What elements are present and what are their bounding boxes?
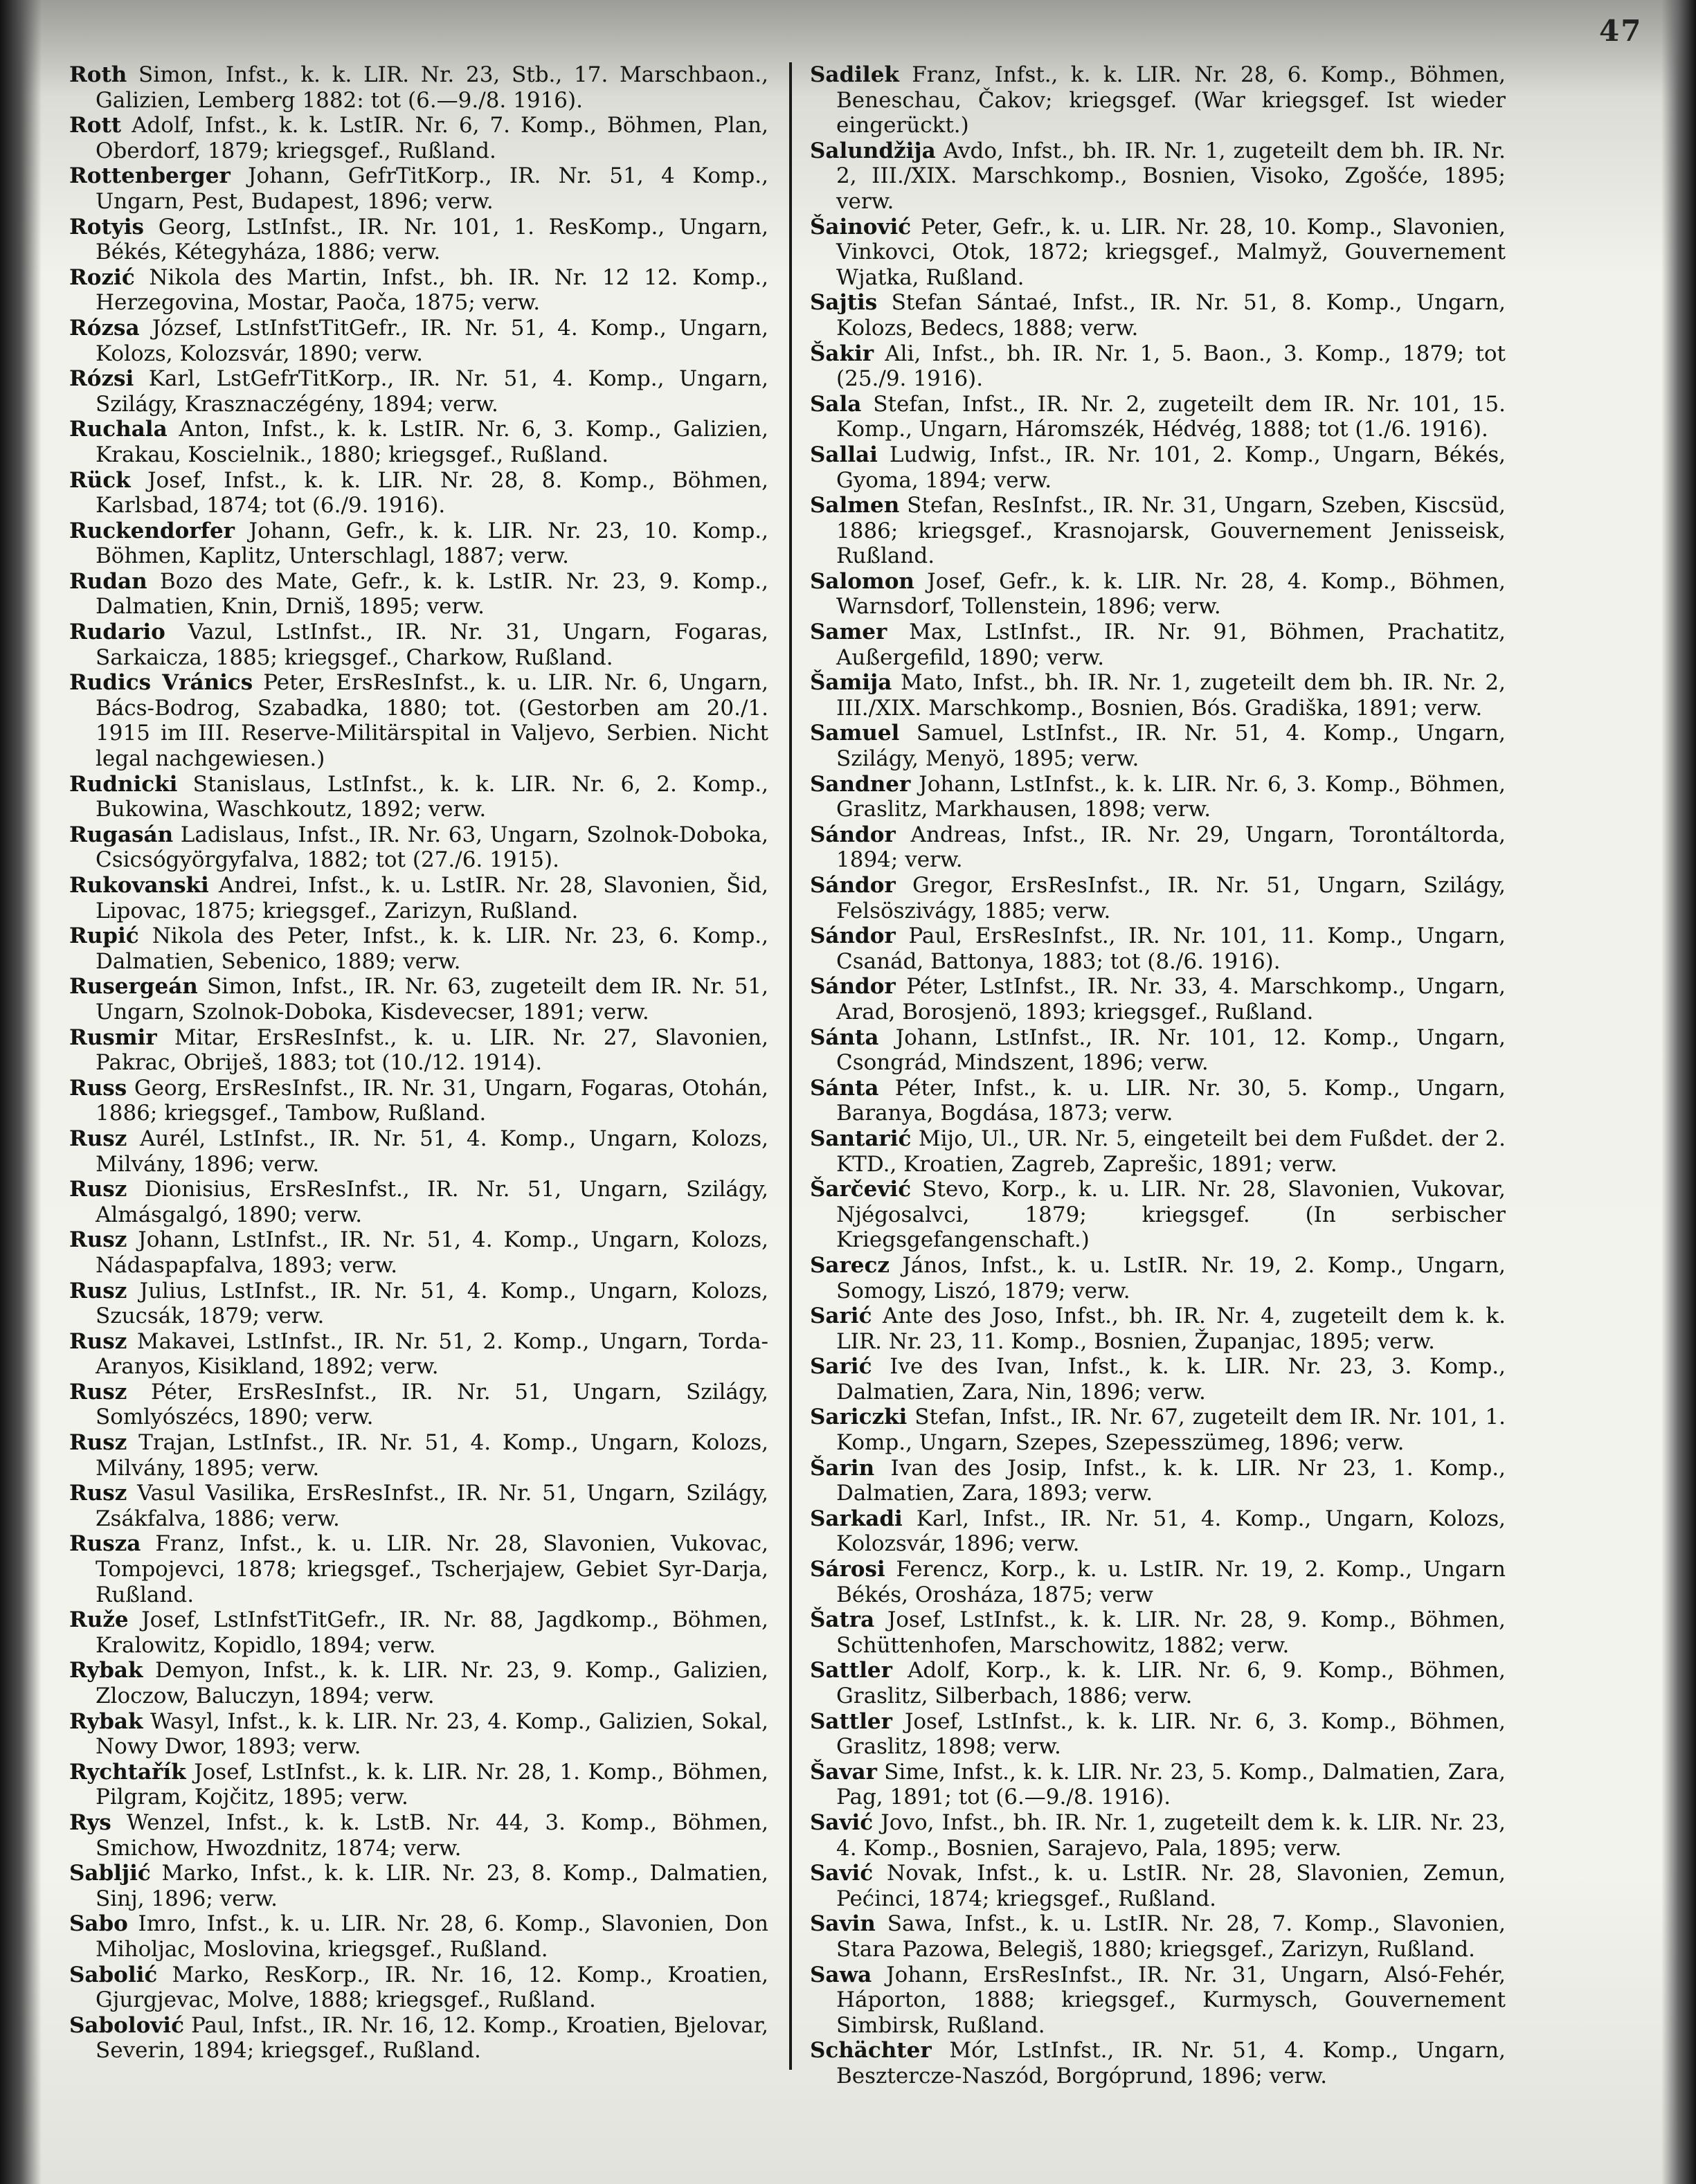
entry-details: Josef, Gefr., k. k. LIR. Nr. 28, 4. Komp., Böhmen, Warnsdorf, Tollenstein, 1896; verw. [836,568,1506,620]
entry-details: Sawa, Infst., k. u. LstIR. Nr. 28, 7. Komp., Slavonien, Stara Pazowa, Belegiš, 1880; kriegsgef., Zarizyn, Rußland. [836,1911,1506,1962]
entry-surname: Rusz [69,1379,127,1405]
entry-details: Josef, LstInfst., k. k. LIR. Nr. 6, 3. Komp., Böhmen, Graslitz, 1898; verw. [836,1708,1506,1760]
entry-details: Makavei, LstInfst., IR. Nr. 51, 2. Komp., Ungarn, Torda-Aranyos, Kisikland, 1892; verw. [96,1328,768,1380]
entry-surname: Sarecz [810,1252,890,1278]
entry-details: Marko, ResKorp., IR. Nr. 16, 12. Komp., Kroatien, Gjurgjevac, Molve, 1888; kriegsgef., Rußland. [96,1962,768,2013]
register-entry [810,569,1506,620]
register-entry [69,1329,768,1380]
entry-surname: Rudnicki [69,771,178,797]
register-entry [810,1861,1506,1911]
entry-details: Aurél, LstInfst., IR. Nr. 51, 4. Komp., Ungarn, Kolozs, Milvány, 1896; verw. [96,1126,768,1177]
entry-details: Bozo des Mate, Gefr., k. k. LstIR. Nr. 23, 9. Komp., Dalmatien, Knin, Drniš, 1895; verw. [96,568,768,620]
register-entry [69,2013,768,2064]
entry-surname: Rusz [69,1328,127,1354]
entry-details: Josef, LstInfst., k. k. LIR. Nr. 28, 9. Komp., Böhmen, Schüttenhofen, Marschowitz, 1882; verw. [836,1607,1506,1658]
register-entry [810,670,1506,721]
register-entry [69,620,768,670]
entry-details: Georg, ErsResInfst., IR. Nr. 31, Ungarn, Fogaras, Otohán, 1886; kriegsgef., Tambow, Rußland. [96,1075,768,1126]
entry-surname: Sala [810,391,862,417]
register-entry [810,1962,1506,2039]
entry-details: Gregor, ErsResInfst., IR. Nr. 51, Ungarn, Szilágy, Felsöszivágy, 1885; verw. [836,873,1506,923]
entry-surname: Sawa [810,1962,872,1987]
register-entry [810,772,1506,822]
register-entry [810,1126,1506,1177]
entry-details: Ladislaus, Infst., IR. Nr. 63, Ungarn, Szolnok-Doboka, Csicsógyörgyfalva, 1882; tot (27./6. 1915). [96,822,768,873]
entry-surname: Sándor [810,923,896,949]
entry-details: Samuel, LstInfst., IR. Nr. 51, 4. Komp., Ungarn, Szilágy, Menyö, 1895; verw. [836,721,1506,772]
entry-details: Paul, Infst., IR. Nr. 16, 12. Komp., Kroatien, Bjelovar, Severin, 1894; kriegsgef., Rußland. [96,2012,768,2064]
entry-surname: Savin [810,1911,876,1937]
entry-details: Johann, Gefr., k. k. LIR. Nr. 23, 10. Komp., Böhmen, Kaplitz, Unterschlagl, 1887; verw. [96,518,768,569]
register-entry [69,1430,768,1481]
entry-surname: Sabolović [69,2012,184,2038]
entry-surname: Russ [69,1075,127,1101]
entry-details: Peter, Gefr., k. u. LIR. Nr. 28, 10. Komp., Slavonien, Vinkovci, Otok, 1872; kriegsgef., Malmyž, Gouvernement Wjatka, Rußland. [836,214,1506,290]
register-entry [69,163,768,214]
register-entry [810,1354,1506,1405]
entry-surname: Savić [810,1861,874,1886]
entry-surname: Rusz [69,1430,127,1456]
entry-surname: Ruže [69,1607,129,1633]
register-entry [69,1227,768,1278]
entry-details: Ali, Infst., bh. IR. Nr. 1, 5. Baon., 3. Komp., 1879; tot (25./9. 1916). [836,341,1506,392]
register-entry [810,721,1506,771]
entry-surname: Sárosi [810,1557,885,1582]
register-entry [69,569,768,620]
column-divider [789,62,792,2070]
register-entry [810,1607,1506,1658]
register-entry [69,366,768,417]
entry-surname: Rukovanski [69,873,209,898]
register-entry [810,923,1506,974]
entry-details: Johann, LstInfst., k. k. LIR. Nr. 6, 3. Komp., Böhmen, Graslitz, Markhausen, 1898; verw. [836,771,1506,822]
entry-details: Andreas, Infst., IR. Nr. 29, Ungarn, Torontáltorda, 1894; verw. [836,822,1506,873]
entry-surname: Šainović [810,214,912,240]
entry-surname: Santarić [810,1126,912,1151]
register-entry [810,2038,1506,2088]
entry-details: Péter, Infst., k. u. LIR. Nr. 30, 5. Komp., Ungarn, Baranya, Bogdása, 1873; verw. [836,1075,1506,1126]
entry-details: Ante des Joso, Infst., bh. IR. Nr. 4, zugeteilt dem k. k. LIR. Nr. 23, 11. Komp., Bosnien, Županjac, 1895; verw. [836,1303,1506,1354]
entry-surname: Samuel [810,721,900,746]
entry-details: Franz, Infst., k. k. LIR. Nr. 28, 6. Komp., Böhmen, Beneschau, Čakov; kriegsgef. (War kriegsgef. Ist wieder eingerückt.) [836,62,1506,138]
entry-surname: Sándor [810,974,896,1000]
entry-details: Ludwig, Infst., IR. Nr. 101, 2. Komp., Ungarn, Békés, Gyoma, 1894; verw. [836,442,1506,493]
page-number: 47 [1599,14,1643,48]
entry-surname: Šakir [810,341,874,366]
entry-surname: Rupić [69,923,139,949]
entry-details: Stefan Sántaé, Infst., IR. Nr. 51, 8. Komp., Ungarn, Kolozs, Bedecs, 1888; verw. [836,290,1506,341]
entry-details: Wenzel, Infst., k. k. LstB. Nr. 44, 3. Komp., Böhmen, Smichow, Hwozdnitz, 1874; verw. [96,1810,768,1861]
register-entry [810,1911,1506,1962]
entry-surname: Rychtařík [69,1759,186,1785]
register-entry [810,290,1506,341]
register-entry [69,1760,768,1810]
register-entry [810,620,1506,670]
entry-surname: Sallai [810,442,878,467]
entry-details: Simon, Infst., IR. Nr. 63, zugeteilt dem IR. Nr. 51, Ungarn, Szolnok-Doboka, Kisdevecser, 1891; verw. [96,974,768,1025]
register-entry [69,670,768,771]
entry-details: Josef, Infst., k. k. LIR. Nr. 28, 8. Komp., Böhmen, Karlsbad, 1874; tot (6./9. 1916). [96,467,768,518]
entry-details: Stefan, Infst., IR. Nr. 2, zugeteilt dem IR. Nr. 101, 15. Komp., Ungarn, Háromszék, Hédvég, 1888; tot (1./6. 1916). [836,391,1506,442]
entry-details: Sime, Infst., k. k. LIR. Nr. 23, 5. Komp., Dalmatien, Zara, Pag, 1891; tot (6.—9./8. 1916). [836,1759,1506,1810]
entry-surname: Rusz [69,1278,127,1303]
entry-details: Imro, Infst., k. u. LIR. Nr. 28, 6. Komp., Slavonien, Don Miholjac, Moslovina, kriegsgef., Rußland. [96,1911,768,1962]
register-entry [69,518,768,569]
register-entry [69,1076,768,1126]
register-entry [69,1962,768,2013]
entry-surname: Samer [810,620,887,645]
entry-details: Adolf, Infst., k. k. LstIR. Nr. 6, 7. Komp., Böhmen, Plan, Oberdorf, 1879; kriegsgef., Rußland. [96,113,768,163]
scan-shadow-left [0,0,42,2184]
register-entry [810,1709,1506,1760]
entry-details: Ive des Ivan, Infst., k. k. LIR. Nr. 23, 3. Komp., Dalmatien, Zara, Nin, 1896; verw. [836,1354,1506,1405]
register-entry [69,215,768,265]
entry-surname: Rusz [69,1227,127,1253]
entry-details: Adolf, Korp., k. k. LIR. Nr. 6, 9. Komp., Böhmen, Graslitz, Silberbach, 1886; verw. [836,1658,1506,1708]
register-entry [69,417,768,467]
entry-surname: Sánta [810,1025,879,1050]
register-entry [69,873,768,923]
entry-surname: Rybak [69,1658,143,1684]
entry-surname: Šarin [810,1455,875,1481]
register-entry [810,1810,1506,1861]
entry-surname: Sabljić [69,1861,151,1886]
entry-surname: Šavar [810,1759,877,1785]
entry-surname: Rott [69,113,122,138]
register-entry [69,468,768,518]
register-entry [69,1861,768,1911]
register-entry [810,1760,1506,1810]
entry-details: Johann, LstInfst., IR. Nr. 101, 12. Komp., Ungarn, Csongrád, Mindszent, 1896; verw. [836,1025,1506,1076]
entry-details: János, Infst., k. u. LstIR. Nr. 19, 2. Komp., Ungarn, Somogy, Liszó, 1879; verw. [836,1252,1506,1303]
entry-details: Stefan, ResInfst., IR. Nr. 31, Ungarn, Szeben, Kiscsüd, 1886; kriegsgef., Krasnojarsk, Gouvernement Jenisseisk, Rußland. [836,493,1506,569]
entry-surname: Rusmir [69,1025,157,1050]
entry-surname: Rotyis [69,214,145,240]
entry-details: Stefan, Infst., IR. Nr. 67, zugeteilt dem IR. Nr. 101, 1. Komp., Ungarn, Szepes, Szepesszümeg, 1896; verw. [836,1405,1506,1456]
register-entry [810,62,1506,138]
right-column [810,62,1506,2132]
entry-details: Stanislaus, LstInfst., k. k. LIR. Nr. 6, 2. Komp., Bukowina, Waschkoutz, 1892; verw. [96,771,768,822]
entry-details: Ivan des Josip, Infst., k. k. LIR. Nr 23, 1. Komp., Dalmatien, Zara, 1893; verw. [836,1455,1506,1506]
entry-surname: Rudario [69,620,165,645]
entry-details: Demyon, Infst., k. k. LIR. Nr. 23, 9. Komp., Galizien, Zloczow, Baluczyn, 1894; verw. [96,1658,768,1708]
register-entry [69,1531,768,1607]
entry-surname: Šatra [810,1607,875,1633]
entry-surname: Salmen [810,493,900,518]
register-entry [810,1557,1506,1607]
register-entry [810,1456,1506,1506]
entry-surname: Rusergeán [69,974,198,1000]
register-entry [810,493,1506,569]
entry-details: Franz, Infst., k. u. LIR. Nr. 28, Slavonien, Vukovac, Tompojevci, 1878; kriegsgef., Tscherjajew, Gebiet Syr-Darja, Rußland. [96,1531,768,1607]
entry-surname: Sajtis [810,290,878,316]
entry-details: Johann, GefrTitKorp., IR. Nr. 51, 4 Komp., Ungarn, Pest, Budapest, 1896; verw. [96,163,768,214]
entry-surname: Rusza [69,1531,141,1557]
register-entry [69,265,768,316]
entry-details: Novak, Infst., k. u. LstIR. Nr. 28, Slavonien, Zemun, Pećinci, 1874; kriegsgef., Rußland. [836,1861,1506,1911]
entry-details: Karl, Infst., IR. Nr. 51, 4. Komp., Ungarn, Kolozs, Kolozsvár, 1896; verw. [836,1506,1506,1557]
entry-surname: Rück [69,467,131,493]
entry-details: Karl, LstGefrTitKorp., IR. Nr. 51, 4. Komp., Ungarn, Szilágy, Krasznaczégény, 1894; verw. [96,366,768,417]
entry-details: Josef, LstInfst., k. k. LIR. Nr. 28, 1. Komp., Böhmen, Pilgram, Kojčitz, 1895; verw. [96,1759,768,1810]
register-entry [69,923,768,974]
entry-details: Max, LstInfst., IR. Nr. 91, Böhmen, Prachatitz, Außergefild, 1890; verw. [836,620,1506,670]
entry-surname: Rys [69,1810,111,1835]
entry-surname: Sarić [810,1303,872,1329]
register-entry [810,392,1506,442]
register-entry [69,1025,768,1076]
entry-surname: Sadilek [810,62,899,87]
register-entry [69,1810,768,1861]
entry-details: Georg, LstInfst., IR. Nr. 101, 1. ResKomp., Ungarn, Békés, Kétegyháza, 1886; verw. [96,214,768,265]
entry-surname: Sabolić [69,1962,158,1987]
entry-details: Nikola des Peter, Infst., k. k. LIR. Nr. 23, 6. Komp., Dalmatien, Sebenico, 1889; verw. [96,923,768,974]
entry-details: Vasul Vasilika, ErsResInfst., IR. Nr. 51, Ungarn, Szilágy, Zsákfalva, 1886; verw. [96,1481,768,1531]
register-entry [810,1506,1506,1557]
entry-details: Johann, ErsResInfst., IR. Nr. 31, Ungarn, Alsó-Fehér, Háporton, 1888; kriegsgef., Kurmysch, Gouvernement Simbirsk, Rußland. [836,1962,1506,2038]
entry-details: Avdo, Infst., bh. IR. Nr. 1, zugeteilt dem bh. IR. Nr. 2, III./XIX. Marschkomp., Bosnien, Visoko, Zgošće, 1895; verw. [836,138,1506,214]
entry-details: Mato, Infst., bh. IR. Nr. 1, zugeteilt dem bh. IR. Nr. 2, III./XIX. Marschkomp., Bosnien, Bós. Gradiška, 1891; verw. [836,670,1506,721]
register-entry [69,316,768,366]
entry-details: Johann, LstInfst., IR. Nr. 51, 4. Komp., Ungarn, Kolozs, Nádaspapfalva, 1893; verw. [96,1227,768,1278]
register-entry [69,1126,768,1177]
entry-surname: Šamija [810,670,892,696]
register-entry [810,1177,1506,1253]
register-entry [69,1911,768,1962]
entry-details: Josef, LstInfstTitGefr., IR. Nr. 88, Jagdkomp., Böhmen, Kralowitz, Kopidlo, 1894; verw. [96,1607,768,1658]
entry-surname: Rudics Vránics [69,670,253,696]
register-entry [69,1279,768,1329]
register-entry [69,62,768,113]
entry-surname: Sandner [810,771,911,797]
entry-details: Péter, LstInfst., IR. Nr. 33, 4. Marschkomp., Ungarn, Arad, Borosjenö, 1893; kriegsgef., Rußland. [836,974,1506,1025]
entry-details: József, LstInfstTitGefr., IR. Nr. 51, 4. Komp., Ungarn, Kolozs, Kolozsvár, 1890; verw. [96,315,768,366]
register-entry [69,1658,768,1708]
entry-surname: Savić [810,1810,874,1835]
register-entry [810,974,1506,1025]
entry-surname: Šarčević [810,1177,912,1202]
entry-details: Peter, ErsResInfst., k. u. LIR. Nr. 6, Ungarn, Bács-Bodrog, Szabadka, 1880; tot. (Gestorben am 20./1. 1915 im III. Reserve-Militärspital in Valjevo, Serbien. Nicht legal nachgewiesen.) [96,670,768,772]
entry-surname: Rugasán [69,822,174,847]
entry-details: Paul, ErsResInfst., IR. Nr. 101, 11. Komp., Ungarn, Csanád, Battonya, 1883; tot (8./6. 1916). [836,923,1506,974]
register-entry [69,822,768,873]
register-entry [69,772,768,822]
register-entry [810,1405,1506,1455]
entry-details: Simon, Infst., k. k. LIR. Nr. 23, Stb., 17. Marschbaon., Galizien, Lemberg 1882: tot (6.—9./8. 1916). [96,62,768,113]
register-entry [810,1253,1506,1303]
left-column [69,62,768,2132]
register-entry [810,1658,1506,1708]
entry-surname: Sattler [810,1708,892,1734]
entry-details: Andrei, Infst., k. u. LstIR. Nr. 28, Slavonien, Šid, Lipovac, 1875; kriegsgef., Zarizyn, Rußland. [96,873,768,923]
entry-surname: Schächter [810,2038,932,2064]
register-entry [810,215,1506,291]
entry-surname: Sándor [810,873,896,898]
entry-surname: Rottenberger [69,163,231,189]
register-entry [810,1076,1506,1126]
entry-surname: Sándor [810,822,896,847]
entry-surname: Rudan [69,568,147,594]
entry-surname: Rusz [69,1126,127,1151]
entry-surname: Ruckendorfer [69,518,235,543]
entry-surname: Salundžija [810,138,936,163]
entry-surname: Ruchala [69,417,168,442]
register-entry [810,822,1506,873]
entry-surname: Sabo [69,1911,128,1937]
entry-details: Vazul, LstInfst., IR. Nr. 31, Ungarn, Fogaras, Sarkaicza, 1885; kriegsgef., Charkow, Rußland. [96,620,768,670]
entry-surname: Roth [69,62,127,87]
register-entry [69,1177,768,1227]
entry-surname: Rózsa [69,315,140,341]
register-entry [810,1303,1506,1354]
entry-surname: Sarić [810,1354,872,1380]
entry-surname: Salomon [810,568,914,594]
register-entry [69,974,768,1025]
register-entry [69,113,768,163]
entry-surname: Rusz [69,1481,127,1506]
entry-details: Marko, Infst., k. k. LIR. Nr. 23, 8. Komp., Dalmatien, Sinj, 1896; verw. [96,1861,768,1911]
scan-shadow-right [1661,0,1696,2184]
entry-surname: Rusz [69,1177,127,1202]
entry-surname: Rybak [69,1708,143,1734]
register-entry [810,341,1506,392]
entry-details: Trajan, LstInfst., IR. Nr. 51, 4. Komp., Ungarn, Kolozs, Milvány, 1895; verw. [96,1430,768,1481]
register-entry [810,442,1506,493]
entry-details: Mijo, Ul., UR. Nr. 5, eingeteilt bei dem Fußdet. der 2. KTD., Kroatien, Zagreb, Zaprešic, 1891; verw. [836,1126,1506,1177]
entry-details: Ferencz, Korp., k. u. LstIR. Nr. 19, 2. Komp., Ungarn Békés, Orosháza, 1875; verw [836,1557,1506,1607]
entry-details: Anton, Infst., k. k. LstIR. Nr. 6, 3. Komp., Galizien, Krakau, Koscielnik., 1880; kriegsgef., Rußland. [96,417,768,467]
register-entry [69,1709,768,1760]
entry-details: Mór, LstInfst., IR. Nr. 51, 4. Komp., Ungarn, Besztercze-Naszód, Borgóprund, 1896; verw. [836,2038,1506,2088]
register-entry [69,1380,768,1430]
entry-details: Mitar, ErsResInfst., k. u. LIR. Nr. 27, Slavonien, Pakrac, Obriješ, 1883; tot (10./12. 1914). [96,1025,768,1076]
entry-surname: Rózsi [69,366,134,392]
entry-surname: Sariczki [810,1405,908,1430]
entry-details: Dionisius, ErsResInfst., IR. Nr. 51, Ungarn, Szilágy, Almásgalgó, 1890; verw. [96,1177,768,1227]
entry-details: Stevo, Korp., k. u. LIR. Nr. 28, Slavonien, Vukovar, Njégosalvci, 1879; kriegsgef. (In serbischer Kriegsgefangenschaft.) [836,1177,1506,1253]
register-entry [810,1025,1506,1076]
register-entry [810,873,1506,923]
register-entry [69,1607,768,1658]
entry-details: Wasyl, Infst., k. k. LIR. Nr. 23, 4. Komp., Galizien, Sokal, Nowy Dwor, 1893; verw. [96,1708,768,1760]
entry-surname: Sánta [810,1075,879,1101]
entry-details: Péter, ErsResInfst., IR. Nr. 51, Ungarn, Szilágy, Somlyószécs, 1890; verw. [96,1379,768,1430]
register-entry [810,138,1506,215]
entry-details: Nikola des Martin, Infst., bh. IR. Nr. 12 12. Komp., Herzegovina, Mostar, Paoča, 1875; verw. [96,264,768,316]
entry-surname: Rozić [69,264,135,290]
entry-details: Julius, LstInfst., IR. Nr. 51, 4. Komp., Ungarn, Kolozs, Szucsák, 1879; verw. [96,1278,768,1329]
register-entry [69,1481,768,1531]
entry-surname: Sarkadi [810,1506,903,1531]
entry-surname: Sattler [810,1658,892,1684]
entry-details: Jovo, Infst., bh. IR. Nr. 1, zugeteilt dem k. k. LIR. Nr. 23, 4. Komp., Bosnien, Sarajevo, Pala, 1895; verw. [836,1810,1506,1861]
